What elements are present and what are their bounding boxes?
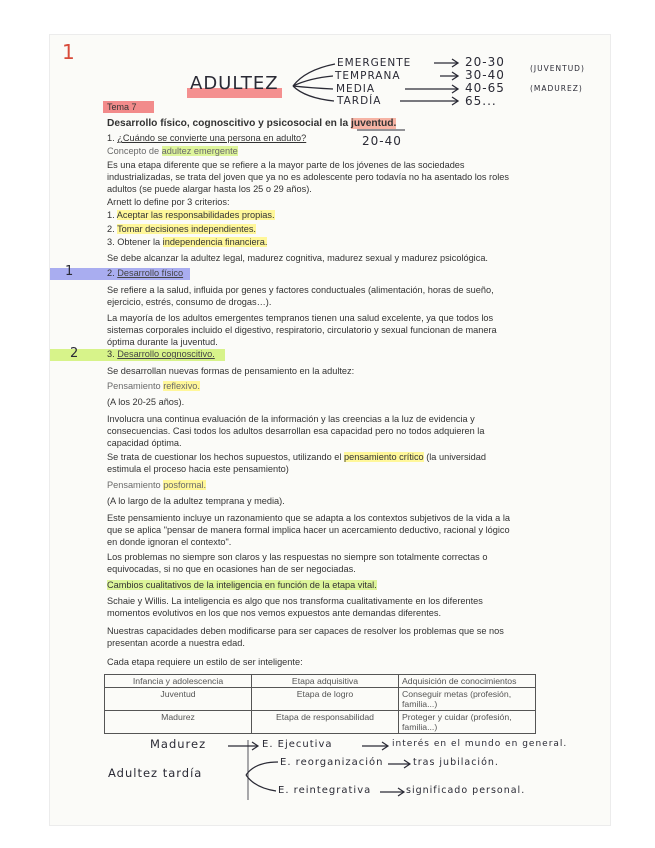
age-tardia: 65...	[465, 94, 497, 108]
stages-table	[104, 674, 536, 734]
pens-reflexivo: Pensamiento reflexivo.	[107, 381, 200, 391]
s2-para-2-line-3: óptima durante la juventud.	[107, 337, 218, 347]
ref-ages: (A los 20-25 años).	[107, 397, 185, 407]
para-1-line-1: Es una etapa diferente que se refiere a la mayor parte de los jóvenes de las sociedades	[107, 160, 465, 170]
stage-media: MEDIA	[336, 83, 376, 95]
prob-line-2: equivocadas, si no que en ocasiones han de ser negociadas.	[107, 564, 356, 574]
hand-ejecutiva: E. Ejecutiva	[262, 739, 333, 750]
hand-adultez-tardia: Adultez tardía	[108, 766, 203, 780]
hand-significado: significado personal.	[406, 785, 526, 796]
pens-posformal: Pensamiento posformal.	[107, 480, 207, 490]
hand-madurez: Madurez	[150, 737, 207, 751]
tema-label: Tema 7	[103, 101, 154, 113]
s2-para-2-line-2: sistemas corporales incluido el digestivo, respiratorio, circulatorio y sexual funcionan de manera	[107, 325, 497, 335]
para-1-line-3: adultos (se puede alargar hasta los 25 o 29 años).	[107, 184, 312, 194]
age-media: 40-65	[465, 81, 505, 95]
table-cell: Conseguir metas (profesión, familia...)	[399, 688, 536, 711]
table-cell: Etapa adquisitiva	[252, 675, 399, 688]
table-row	[105, 675, 536, 688]
hand-interes: interés en el mundo en general.	[392, 739, 568, 749]
criterion-1: 1. Aceptar las responsabilidades propias.	[107, 210, 275, 220]
page-number: 1	[62, 40, 75, 64]
age-emergente: 20-30	[465, 55, 505, 69]
concept-line: Concepto de adultez emergente	[107, 146, 238, 156]
schaie-line-2: momentos evolutivos en los que nos vemos expuestos ante demandas diferentes.	[107, 608, 442, 618]
section-3-handnum: 2	[70, 346, 80, 361]
critico-line-2: estimula el proceso hacia este pensamiento)	[107, 464, 289, 474]
para-1-line-2: industrializadas, se trata del joven que ya no es adolescente pero todavía no ha asentado los roles	[107, 172, 509, 182]
doc-title: Desarrollo físico, cognoscitivo y psicosocial en la juventud.	[107, 118, 397, 129]
s2-para-1-line-1: Se refiere a la salud, influida por genes y factores conductuales (alimentación, horas de sueño,	[107, 285, 494, 295]
question-1: 1. ¿Cuándo se convierte una persona en adulto?	[107, 133, 307, 143]
stage-emergente: EMERGENTE	[337, 57, 412, 69]
arnett-intro: Arnett lo define por 3 criterios:	[107, 197, 230, 207]
table-cell: Proteger y cuidar (profesión, familia...)	[399, 711, 536, 734]
cada-etapa: Cada etapa requiere un estilo de ser inteligente:	[107, 657, 303, 667]
criterion-2: 2. Tomar decisiones independientes.	[107, 224, 256, 234]
pos-ages: (A lo largo de la adultez temprana y media).	[107, 496, 285, 506]
note-juventud: (JUVENTUD)	[530, 64, 585, 73]
section-3-title: 3. Desarrollo cognoscitivo.	[107, 349, 215, 359]
hand-reorganizacion: E. reorganización	[280, 757, 384, 768]
table-cell: Juventud	[105, 688, 252, 711]
cambios-line: Cambios cualitativos de la inteligencia en función de la etapa vital.	[107, 580, 377, 590]
ref-para-line-3: capacidad óptima.	[107, 438, 182, 448]
s2-para-2-line-1: La mayoría de los adultos emergentes tempranos tienen una salud excelente, ya que todos los	[107, 313, 494, 323]
table-row	[105, 711, 536, 734]
stage-tardia: TARDÍA	[337, 95, 382, 107]
age-annotation: 20-40	[362, 134, 402, 148]
prob-line-1: Los problemas no siempre son claros y las respuestas no siempre son totalmente correctas o	[107, 552, 488, 562]
pos-para-line-3: en donde ignoran el contexto".	[107, 537, 232, 547]
table-cell: Madurez	[105, 711, 252, 734]
hand-reintegrativa: E. reintegrativa	[278, 785, 372, 796]
table-cell: Adquisición de conocimientos	[399, 675, 536, 688]
alcanzar-line: Se debe alcanzar la adultez legal, madurez cognitiva, madurez sexual y madurez psicológica.	[107, 253, 488, 263]
pos-para-line-1: Este pensamiento incluye un razonamiento que se adapta a los contextos subjetivos de la vida a la	[107, 513, 510, 523]
hand-jubilacion: tras jubilación.	[413, 757, 499, 768]
capac-line-2: presentan acorde a nuestra edad.	[107, 638, 245, 648]
ref-para-line-2: consecuencias. Casi todos los adultos desarrollan esa capacidad pero no todos adquieren la	[107, 426, 485, 436]
s3-intro: Se desarrollan nuevas formas de pensamiento en la adultez:	[107, 366, 355, 376]
table-cell: Infancia y adolescencia	[105, 675, 252, 688]
pos-para-line-2: que se aplica "pensar de manera formal implica hacer un acercamiento deductivo, racional y lógico	[107, 525, 510, 535]
age-temprana: 30-40	[465, 68, 505, 82]
schaie-line-1: Schaie y Willis. La inteligencia es algo que nos transforma cualitativamente en los diferentes	[107, 596, 483, 606]
table-row	[105, 688, 536, 711]
note-madurez: (MADUREZ)	[530, 84, 583, 93]
critico-line-1: Se trata de cuestionar los hechos supuestos, utilizando el pensamiento crítico (la universidad	[107, 452, 486, 462]
ref-para-line-1: Involucra una continua evaluación de la información y las creencias a la luz de evidencia y	[107, 414, 475, 424]
s2-para-1-line-2: ejercicio, estrés, consumo de drogas…).	[107, 297, 272, 307]
section-2-handnum: 1	[65, 264, 75, 279]
capac-line-1: Nuestras capacidades deben modificarse para ser capaces de resolver los problemas que se nos	[107, 626, 504, 636]
adultez-title: ADULTEZ	[190, 73, 279, 94]
section-2-title: 2. Desarrollo físico	[107, 268, 184, 278]
table-cell: Etapa de responsabilidad	[252, 711, 399, 734]
criterion-3: 3. Obtener la independencia financiera.	[107, 237, 268, 247]
stage-temprana: TEMPRANA	[335, 70, 401, 82]
table-cell: Etapa de logro	[252, 688, 399, 711]
